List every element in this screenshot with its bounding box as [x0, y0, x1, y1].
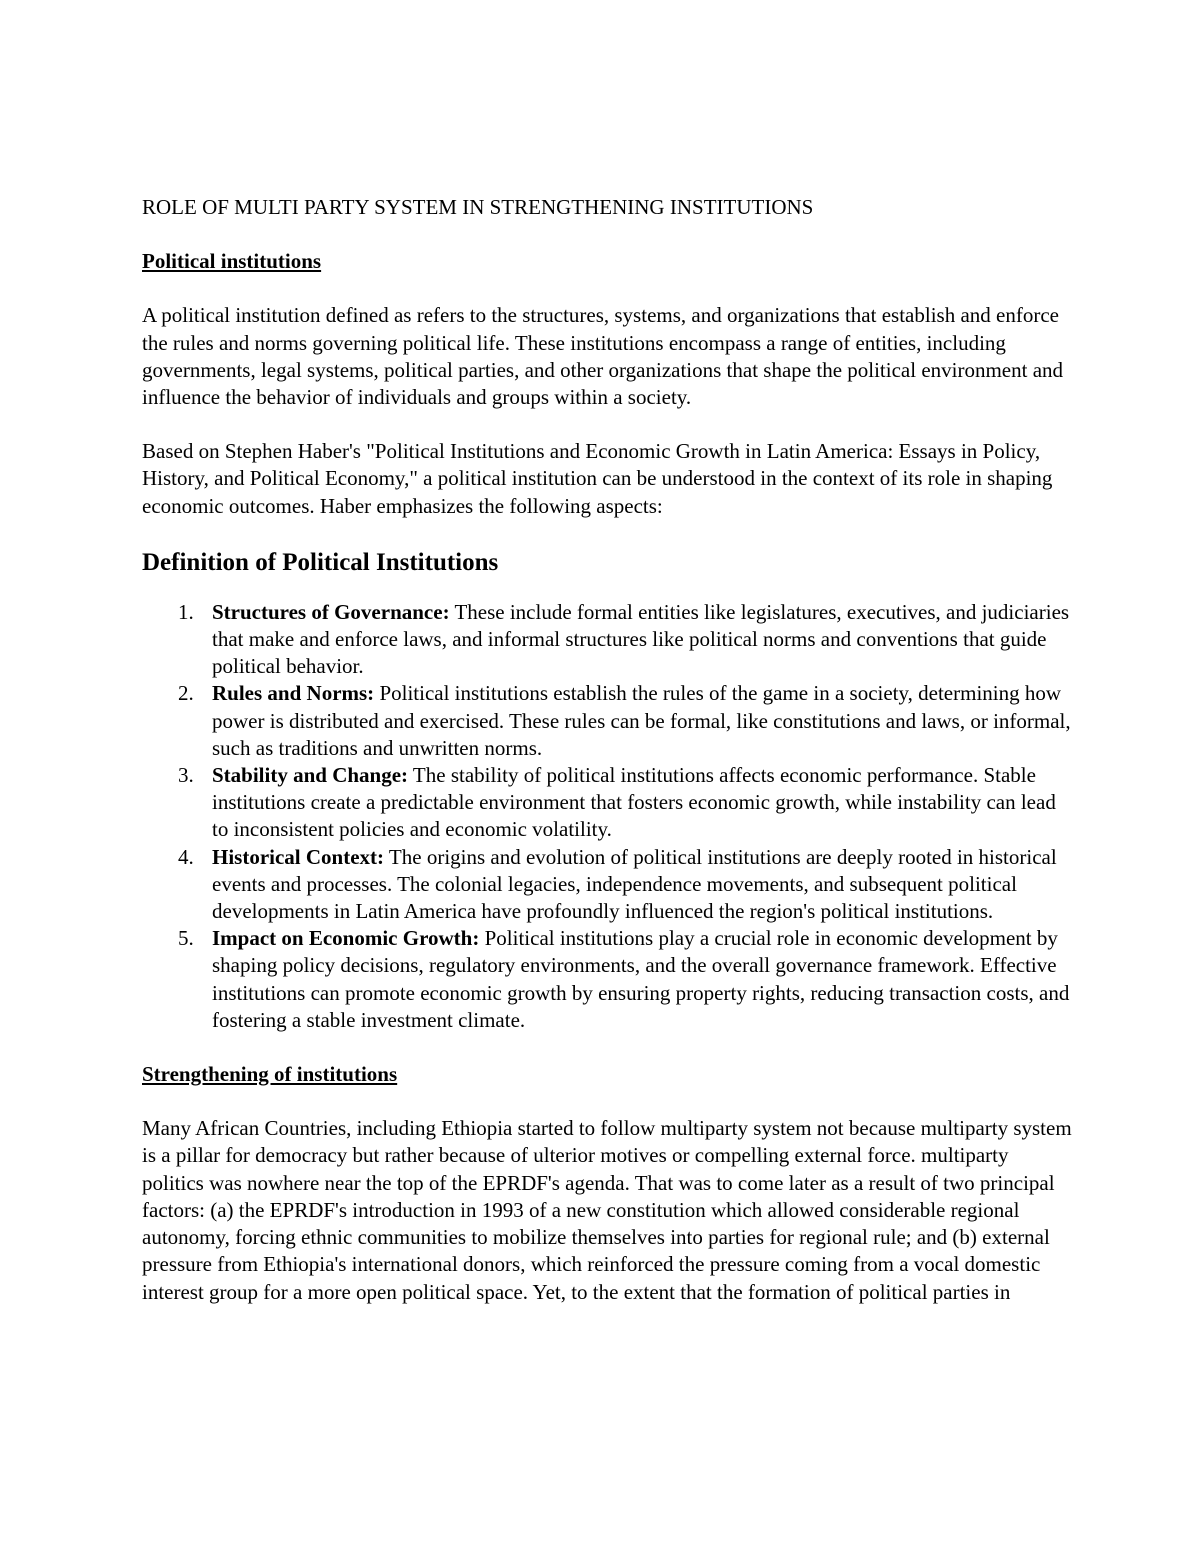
list-number: 2. [178, 681, 194, 706]
paragraph-multiparty: Many African Countries, including Ethiopia started to follow multiparty system not because multiparty system is a pillar for democracy but rather because of ulterior motives or compelling external force. multiparty politics was nowhere near the top of the EPRDF's agenda. That was to come later as a result of two principal factors: (a) the EPRDF's introduction in 1993 of a new constitution which allowed considerable regional autonomy, forcing ethnic communities to mobilize themselves into parties for regional rule; and (b) external pressure from Ethiopia's international donors, which reinforced the pressure coming from a vocal domestic interest group for a more open political space. Yet, to the extent that the formation of political parties in [142, 1116, 1072, 1304]
list-term: Structures of Governance: [212, 599, 450, 624]
document-title: ROLE OF MULTI PARTY SYSTEM IN STRENGTHENING INSTITUTIONS [142, 195, 814, 219]
list-term: Stability and Change: [212, 763, 409, 788]
list-item [142, 599, 1072, 681]
list-text: Political institutions play a crucial role in economic development by shaping policy decisions, regulatory environments, and the overall governance framework. Effective institutions can promote economic growth by ensuring property rights, reducing transaction costs, and fostering a stable investment climate. [212, 926, 1070, 1032]
list-number: 3. [178, 763, 194, 788]
list-term: Historical Context: [212, 844, 385, 869]
list-number: 4. [178, 844, 194, 869]
list-text: These include formal entities like legislatures, executives, and judiciaries that make and enforce laws, and informal structures like political norms and conventions that guide political behavior. [212, 599, 1070, 679]
definition-list [142, 599, 1072, 1034]
list-text: The origins and evolution of political institutions are deeply rooted in historical events and processes. The colonial legacies, independence movements, and subsequent political developments in Latin America have profoundly influenced the region's political institutions. [212, 844, 1057, 924]
list-number: 1. [178, 599, 194, 624]
definition-heading: Definition of Political Institutions [142, 548, 499, 576]
section-heading-strengthening: Strengthening of institutions [142, 1062, 398, 1087]
list-term: Rules and Norms: [212, 681, 375, 706]
list-item [142, 925, 1072, 1034]
list-text: Political institutions establish the rules of the game in a society, determining how power is distributed and exercised. These rules can be formal, like constitutions and laws, or informal, such as traditions and unwritten norms. [212, 681, 1071, 760]
list-term: Impact on Economic Growth: [212, 926, 480, 951]
list-item [142, 762, 1072, 844]
list-number: 5. [178, 926, 194, 951]
paragraph-haber: Based on Stephen Haber's "Political Institutions and Economic Growth in Latin America: Essays in Policy, History, and Political Economy," a political institution can be understood in the context of its role in shaping economic outcomes. Haber emphasizes the following aspects: [142, 439, 1053, 518]
section-heading-political-institutions: Political institutions [142, 249, 322, 274]
list-text: The stability of political institutions affects economic performance. Stable institutions create a predictable environment that fosters economic growth, while instability can lead to inconsistent policies and economic volatility. [212, 763, 1056, 842]
document-page [142, 194, 1072, 1333]
list-item [142, 844, 1072, 926]
paragraph-definition: A political institution defined as refers to the structures, systems, and organizations that establish and enforce the rules and norms governing political life. These institutions encompass a range of entities, including governments, legal systems, political parties, and other organizations that shape the political environment and influence the behavior of individuals and groups within a society. [142, 303, 1064, 410]
list-item [142, 680, 1072, 762]
